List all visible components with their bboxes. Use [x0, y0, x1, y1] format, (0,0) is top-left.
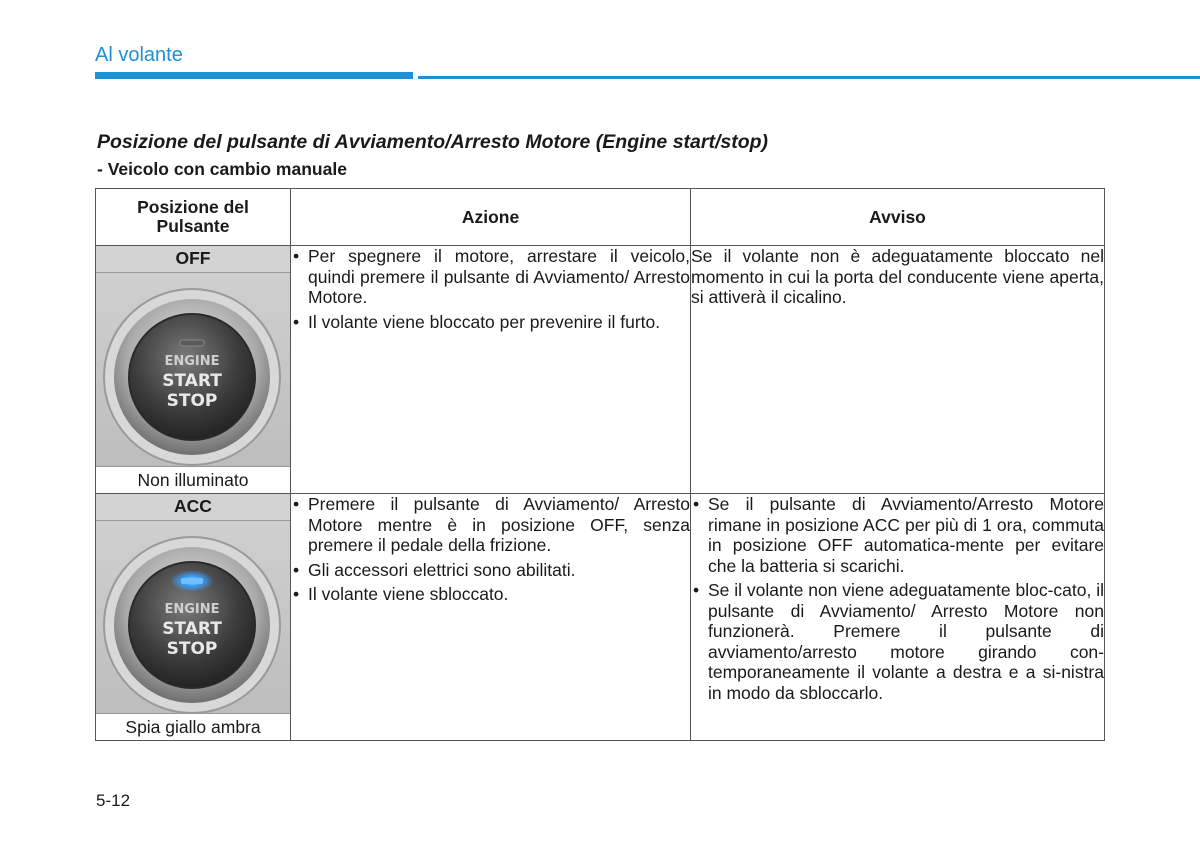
start-text: START — [162, 619, 222, 639]
stop-text: STOP — [166, 391, 218, 411]
notice-cell-off — [691, 246, 1105, 494]
notice-cell-acc — [691, 494, 1105, 741]
page-heading: Posizione del pulsante di Avviamento/Arresto Motore (Engine start/stop) — [97, 131, 769, 153]
page-subheading: - Veicolo con cambio manuale — [97, 159, 347, 179]
action-list — [291, 494, 690, 605]
header-rule-thin — [418, 76, 1200, 79]
page-number: 5-12 — [96, 791, 131, 810]
section-title: Al volante — [95, 44, 183, 66]
list-item: • Per spegnere il motore, arrestare il veicolo, quindi premere il pulsante di Avviamento/ Arresto Motore. — [291, 246, 690, 308]
position-label: OFF — [96, 246, 290, 273]
position-cell-off — [96, 246, 291, 494]
position-cell-acc — [96, 494, 291, 741]
header-position-text: Posizione del Pulsante — [137, 196, 249, 236]
table-header-row — [96, 189, 1105, 246]
list-item: • Se il pulsante di Avviamento/Arresto Motore rimane in posizione ACC per più di 1 ora, commuta in posizione OFF automatica-mente per evitare che la batteria si scarichi. — [691, 494, 1104, 576]
list-item: • Il volante viene bloccato per prevenire il furto. — [291, 312, 690, 333]
table-row — [96, 246, 1105, 494]
table-row — [96, 494, 1105, 741]
engine-button-lit-icon — [96, 521, 290, 713]
list-item: • Se il volante non viene adeguatamente bloc-cato, il pulsante di Avviamento/ Arresto Motore non funzionerà. Premere il pulsante di avviamento/arresto motore girando con-temporaneamente il volante a destra e a si-nistra in modo da sbloccarlo. — [691, 580, 1104, 703]
engine-start-stop-button-image — [96, 273, 290, 466]
action-list — [291, 246, 690, 332]
action-cell-off — [291, 246, 691, 494]
engine-text: ENGINE — [164, 602, 220, 617]
position-caption: Spia giallo ambra — [96, 713, 290, 740]
button-position-table — [95, 188, 1105, 741]
notice-list — [691, 494, 1104, 703]
header-notice: Avviso — [691, 189, 1105, 246]
header-action: Azione — [291, 189, 691, 246]
position-caption: Non illuminato — [96, 466, 290, 493]
stop-text: STOP — [166, 639, 218, 659]
header-position — [96, 189, 291, 246]
notice-text: Se il volante non è adeguatamente bloccato nel momento in cui la porta del conducente viene aperta, si attiverà il cicalino. — [691, 246, 1104, 307]
list-item: • Premere il pulsante di Avviamento/ Arresto Motore mentre è in posizione OFF, senza premere il pedale della frizione. — [291, 494, 690, 556]
engine-button-icon — [96, 273, 290, 466]
list-item: • Il volante viene sbloccato. — [291, 584, 690, 605]
action-cell-acc — [291, 494, 691, 741]
acc-indicator-light — [181, 578, 203, 584]
engine-text: ENGINE — [164, 354, 220, 369]
start-text: START — [162, 371, 222, 391]
list-item: • Gli accessori elettrici sono abilitati. — [291, 560, 690, 581]
engine-start-stop-button-image — [96, 521, 290, 713]
header-rule-thick — [95, 72, 413, 79]
position-label: ACC — [96, 494, 290, 521]
